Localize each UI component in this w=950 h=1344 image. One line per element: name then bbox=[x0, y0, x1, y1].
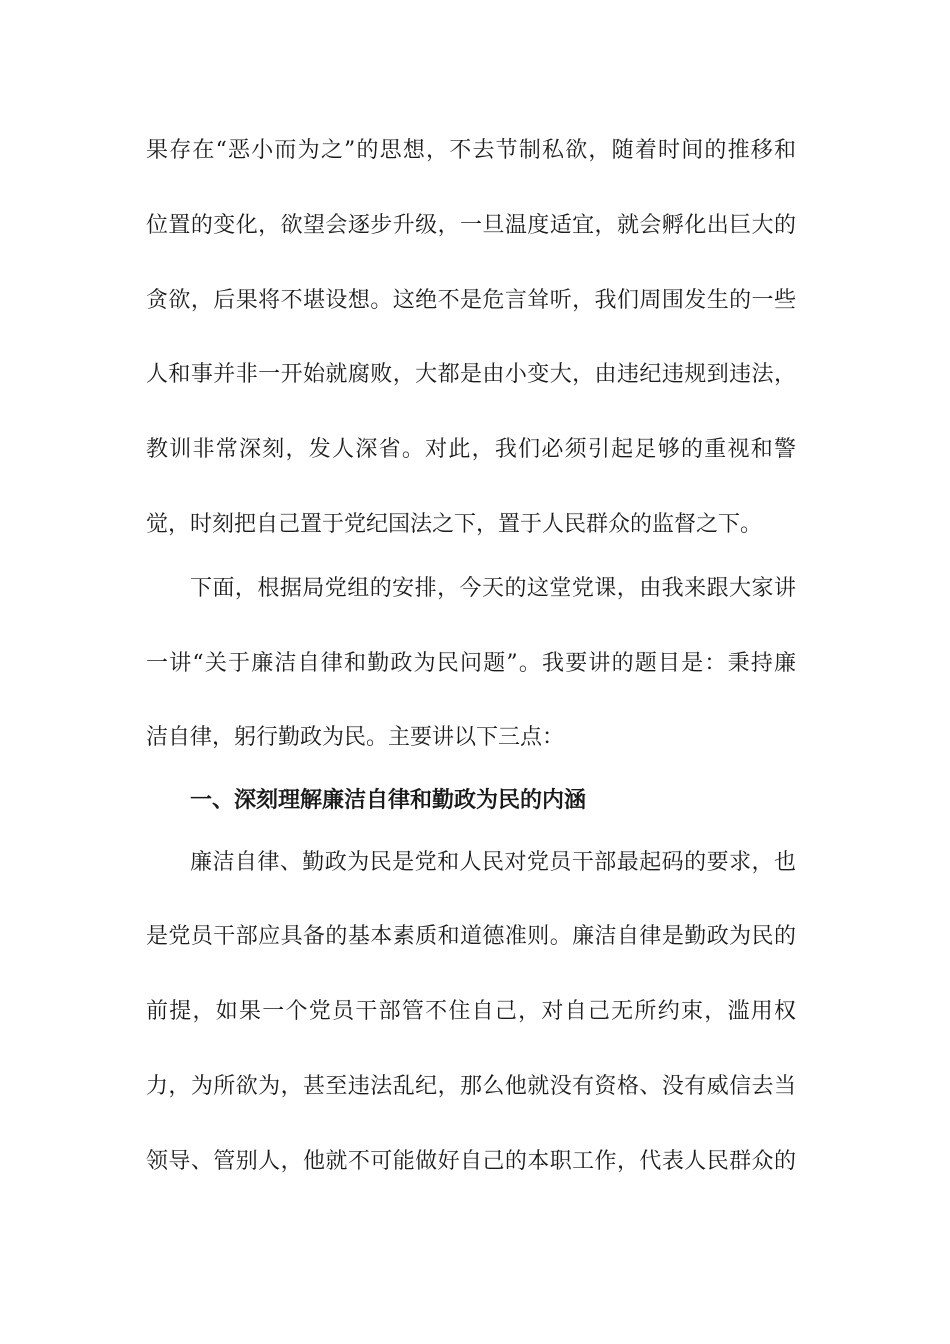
paragraph-line-8: 一讲“关于廉洁自律和勤政为民问题”。我要讲的题目是：秉持廉 bbox=[146, 651, 796, 676]
paragraph-line-7: 下面，根据局党组的安排，今天的这堂党课，由我来跟大家讲 bbox=[190, 576, 796, 601]
paragraph-line-4: 人和事并非一开始就腐败，大都是由小变大，由违纪违规到违法， bbox=[146, 362, 796, 387]
paragraph-line-15: 领导、管别人，他就不可能做好自己的本职工作，代表人民群众的 bbox=[146, 1149, 796, 1174]
paragraph-line-5: 教训非常深刻，发人深省。对此，我们必须引起足够的重视和警 bbox=[146, 437, 796, 462]
paragraph-line-3: 贪欲，后果将不堪设想。这绝不是危言耸听，我们周围发生的一些 bbox=[146, 288, 796, 313]
paragraph-line-11: 廉洁自律、勤政为民是党和人民对党员干部最起码的要求，也 bbox=[190, 850, 796, 875]
paragraph-line-12: 是党员干部应具备的基本素质和道德准则。廉洁自律是勤政为民的 bbox=[146, 924, 796, 949]
paragraph-line-6: 觉，时刻把自己置于党纪国法之下，置于人民群众的监督之下。 bbox=[146, 512, 763, 537]
paragraph-line-14: 力，为所欲为，甚至违法乱纪，那么他就没有资格、没有威信去当 bbox=[146, 1074, 796, 1099]
paragraph-line-13: 前提，如果一个党员干部管不住自己，对自己无所约束，滥用权 bbox=[146, 999, 796, 1024]
paragraph-line-1: 果存在“恶小而为之”的思想，不去节制私欲，随着时间的推移和 bbox=[146, 138, 796, 163]
section-heading-1: 一、深刻理解廉洁自律和勤政为民的内涵 bbox=[190, 788, 587, 813]
paragraph-line-9: 洁自律，躬行勤政为民。主要讲以下三点： bbox=[146, 725, 565, 750]
paragraph-line-2: 位置的变化，欲望会逐步升级，一旦温度适宜，就会孵化出巨大的 bbox=[146, 213, 796, 238]
